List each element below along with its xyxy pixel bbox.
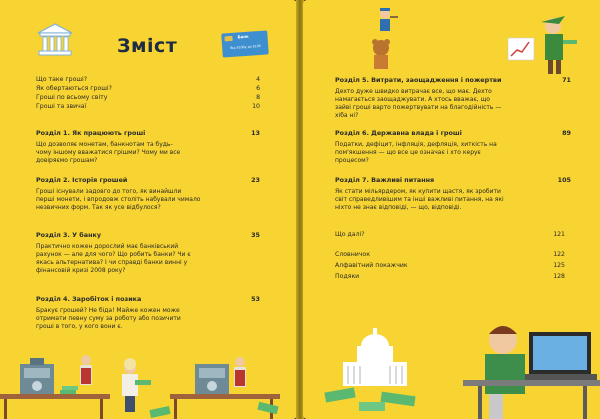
chapter-page: 105	[557, 176, 571, 184]
toc-item[interactable]: Словничок 122	[335, 251, 565, 258]
chapter-page: 23	[251, 176, 260, 184]
chapter-page: 71	[562, 76, 571, 84]
bank-building-icon	[36, 22, 74, 58]
characters-illustration	[363, 0, 600, 75]
chapter-desc: Дехто дуже швидко витрачає все, що має. Дехто намагається заощаджувати. А хтось вважає, що зайві гроші варто пожертвувати на благодійність — хіба ні?	[335, 87, 502, 119]
chapter-title: Розділ 7. Важливі питання	[335, 176, 435, 184]
chapter-entry[interactable]	[36, 129, 260, 165]
toc-item[interactable]: Алфавітний покажчик 125	[335, 262, 565, 269]
card-line: Від $100у до $100	[230, 43, 261, 51]
toc-item[interactable]: Як обертаються гроші? 6	[36, 85, 260, 92]
card-text: Банк	[237, 33, 249, 40]
chapter-desc: Що дозволяє монетам, банкнотам та будь-чому іншому вважатися грішми? Чому ми все довіряємо грошам?	[36, 140, 181, 164]
right-page	[303, 0, 600, 419]
chapter-title: Розділ 4. Заробіток і позика	[36, 295, 142, 303]
bank-card	[221, 30, 269, 57]
chapter-page: 35	[251, 231, 260, 239]
chapter-title: Розділ 5. Витрати, заощадження і пожертви	[335, 76, 502, 84]
toc-item[interactable]: Гроші по всьому світу 8	[36, 94, 260, 101]
chapter-entry[interactable]	[36, 295, 260, 331]
mint-workers-illustration	[0, 346, 297, 419]
chapter-entry[interactable]	[36, 231, 260, 275]
left-page	[0, 0, 297, 419]
toc-item[interactable]: Гроші та звичаї 10	[36, 103, 260, 110]
chapter-page: 13	[251, 129, 260, 137]
chapter-page: 89	[562, 129, 571, 137]
toc-item[interactable]: Що далі? 121	[335, 231, 565, 238]
chapter-desc: Податки, дефіцит, інфляція, дефляція, хиткість на пом'якшення — що все це означає і хто керує процесом?	[335, 140, 497, 164]
chapter-entry[interactable]	[335, 129, 571, 165]
chapter-desc: Практично кожен дорослий має банківський рахунок — але для чого? Що робить банки? Чи є якась альтернатива? І чи справді банки винні у фінансовій кризі 2008 року?	[36, 242, 191, 274]
chapter-entry[interactable]	[335, 76, 571, 120]
chapter-title: Розділ 1. Як працюють гроші	[36, 129, 146, 137]
chapter-entry[interactable]	[36, 176, 260, 212]
toc-item[interactable]: Подяки 128	[335, 273, 565, 280]
chapter-desc: Як стати мільярдером, як купити щастя, як зробити світ справедливішим та інші важливі питання, на які ніхто не знає відповіді, — що, відповіді.	[335, 187, 504, 211]
chapter-desc: Бракує грошей? Не біда! Майже кожен може отримати певну суму за роботу або позичити гроші в того, у кого вони є.	[36, 306, 181, 330]
chapter-title: Розділ 2. Історія грошей	[36, 176, 128, 184]
capitol-and-laptop-illustration	[303, 290, 600, 419]
chapter-title: Розділ 6. Державна влада і гроші	[335, 129, 462, 137]
toc-item[interactable]: Що таке гроші? 4	[36, 76, 260, 83]
card-chip	[224, 36, 232, 42]
chapter-desc: Гроші існували задовго до того, як винайшли перші монети, і впродовж століть набували чимало незвичних форм. Так як усе відбулося?	[36, 187, 201, 211]
chapter-entry[interactable]	[335, 176, 571, 212]
chapter-page: 53	[251, 295, 260, 303]
page-title: Зміст	[117, 35, 178, 57]
chapter-title: Розділ 3. У банку	[36, 231, 101, 239]
